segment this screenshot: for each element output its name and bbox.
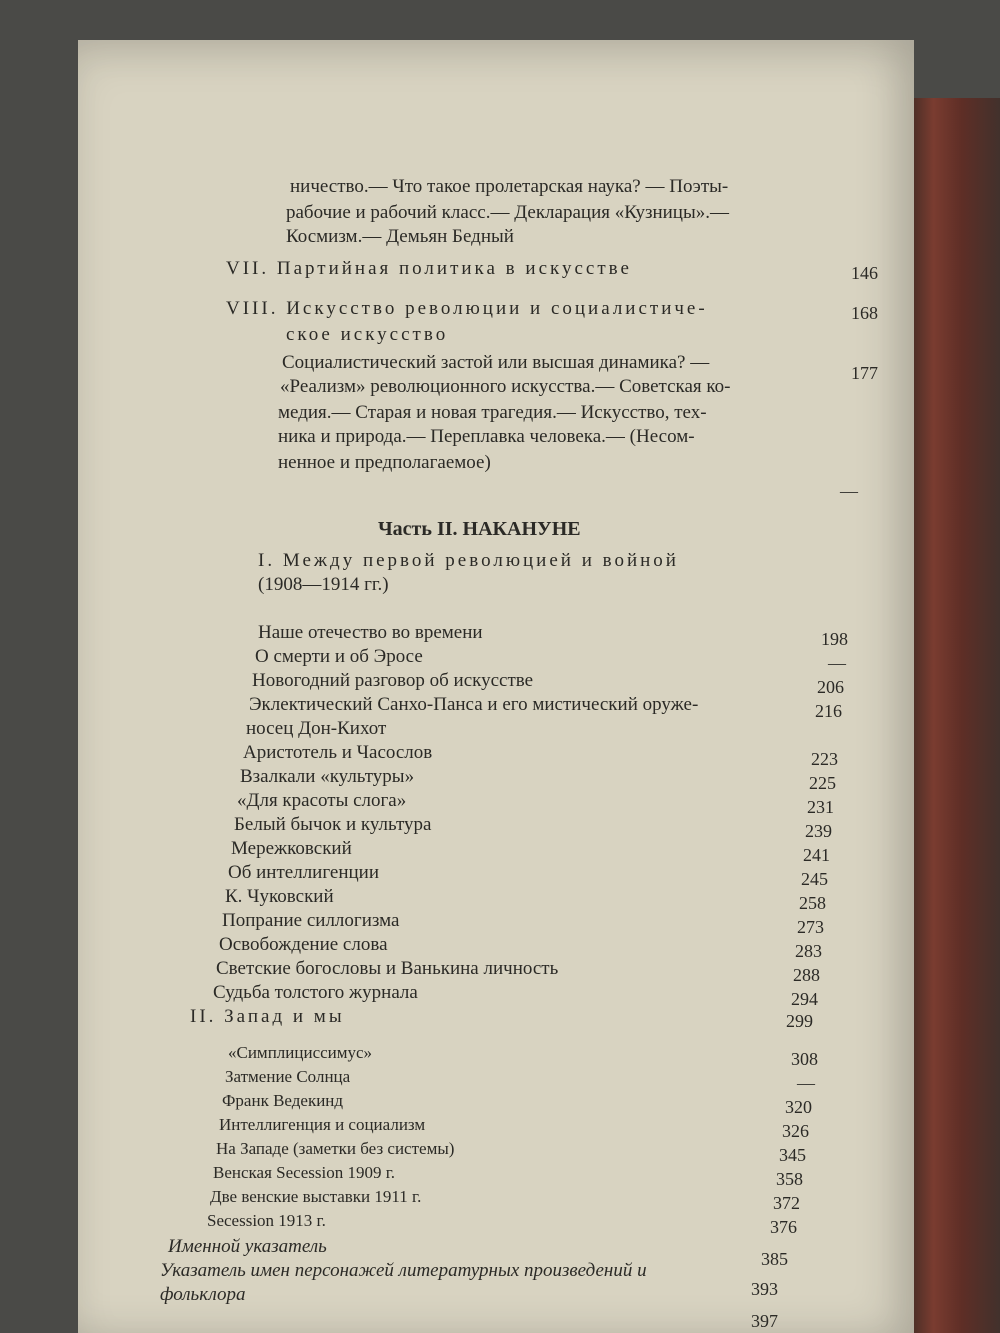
toc-chapter-title: I. Между первой революцией и войной: [258, 550, 679, 571]
toc-page-number: 294: [791, 989, 818, 1009]
toc-item-title: Взалкали «культуры»: [240, 766, 415, 787]
toc-item-title: Освобождение слова: [219, 934, 388, 955]
toc-item-title: Попрание силлогизма: [222, 910, 400, 931]
toc-item-title: Белый бычок и культура: [234, 814, 432, 835]
book-spine: [905, 98, 1000, 1333]
toc-item-title: «Симплициссимус»: [228, 1043, 373, 1062]
toc-chapter-title: (1908—1914 гг.): [258, 574, 389, 595]
toc-index-title: Именной указатель: [168, 1236, 327, 1257]
toc-page-number: 198: [821, 629, 848, 649]
toc-item-title: На Западе (заметки без системы): [216, 1139, 455, 1158]
toc-page-number: 376: [770, 1217, 797, 1237]
toc-page-number: 206: [817, 677, 844, 697]
toc-page-number: —: [828, 653, 846, 673]
toc-item-title: Secession 1913 г.: [207, 1211, 326, 1230]
toc-continuation-line: рабочие и рабочий класс.— Декларация «Кузницы».—: [286, 202, 729, 223]
toc-page-number: 358: [776, 1169, 803, 1189]
toc-page-number: 372: [773, 1193, 800, 1213]
toc-page-number: 273: [797, 917, 824, 937]
toc-item-title: Аристотель и Часослов: [243, 742, 433, 763]
toc-index-title: Указатель имен персонажей литературных произведений и: [160, 1260, 647, 1281]
toc-item-title: Затмение Солнца: [225, 1067, 351, 1086]
toc-page-number: —: [797, 1073, 815, 1093]
toc-continuation-line: ничество.— Что такое пролетарская наука? — Поэты-: [290, 176, 729, 197]
book-page: [78, 40, 914, 1333]
toc-item-title: Мережковский: [231, 838, 352, 859]
toc-item-title: Франк Ведекинд: [222, 1091, 344, 1110]
toc-page-number: 241: [803, 845, 830, 865]
toc-subtopics-line: «Реализм» революционного искусства.— Советская ко-: [280, 376, 731, 397]
toc-item-title: Новогодний разговор об искусстве: [252, 670, 534, 691]
toc-subtopics-line: медия.— Старая и новая трагедия.— Искусство, тех-: [278, 402, 707, 423]
toc-page-number: 288: [793, 965, 820, 985]
toc-item-title: «Для красоты слога»: [237, 790, 407, 811]
toc-item-title: Эклектический Санхо-Панса и его мистический оруже-: [249, 694, 699, 715]
toc-page-number: 239: [805, 821, 832, 841]
toc-page-number: 225: [809, 773, 836, 793]
toc-page-number: —: [840, 481, 858, 501]
toc-subtopics-line: Социалистический застой или высшая динамика? —: [282, 352, 710, 373]
toc-chapter-title: ское искусство: [286, 324, 449, 345]
toc-item-title: Интеллигенция и социализм: [219, 1115, 426, 1134]
toc-page-number: 345: [779, 1145, 806, 1165]
toc-chapter-title: VII. Партийная политика в искусстве: [226, 258, 632, 279]
toc-index-title: фольклора: [160, 1284, 246, 1305]
toc-page-number: 168: [851, 303, 878, 323]
toc-page-number: 393: [751, 1279, 778, 1299]
toc-item-title: К. Чуковский: [225, 886, 334, 907]
toc-item-title: Венская Secession 1909 г.: [213, 1163, 395, 1182]
toc-item-title: Об интеллигенции: [228, 862, 379, 883]
toc-page-number: 385: [761, 1249, 788, 1269]
toc-item-title: Судьба толстого журнала: [213, 982, 418, 1003]
toc-subtopics-line: ника и природа.— Переплавка человека.— (Несом-: [278, 426, 695, 447]
toc-page-number: 245: [801, 869, 828, 889]
toc-page-number: 283: [795, 941, 822, 961]
part-heading: Часть II. НАКАНУНЕ: [378, 518, 581, 540]
toc-page-number: 308: [791, 1049, 818, 1069]
toc-page-number: 258: [799, 893, 826, 913]
toc-page-number: 146: [851, 263, 878, 283]
toc-page-number: 299: [786, 1011, 813, 1031]
toc-page-number: 326: [782, 1121, 809, 1141]
toc-item-title: О смерти и об Эросе: [255, 646, 423, 667]
toc-subtopics-line: ненное и предполагаемое): [278, 452, 491, 473]
toc-page-number: 231: [807, 797, 834, 817]
toc-page-number: 216: [815, 701, 842, 721]
toc-chapter-title: II. Запад и мы: [190, 1006, 345, 1027]
toc-page-number: 223: [811, 749, 838, 769]
toc-chapter-title: VIII. Искусство революции и социалистиче-: [226, 298, 708, 319]
toc-item-title: Две венские выставки 1911 г.: [210, 1187, 422, 1206]
toc-item-title: Светские богословы и Ванькина личность: [216, 958, 559, 979]
toc-item-title: Наше отечество во времени: [258, 622, 483, 643]
toc-page-number: 320: [785, 1097, 812, 1117]
toc-continuation-line: Космизм.— Демьян Бедный: [286, 226, 514, 247]
toc-item-title: носец Дон-Кихот: [246, 718, 387, 739]
toc-page-number: 397: [751, 1311, 778, 1331]
toc-page-number: 177: [851, 363, 878, 383]
